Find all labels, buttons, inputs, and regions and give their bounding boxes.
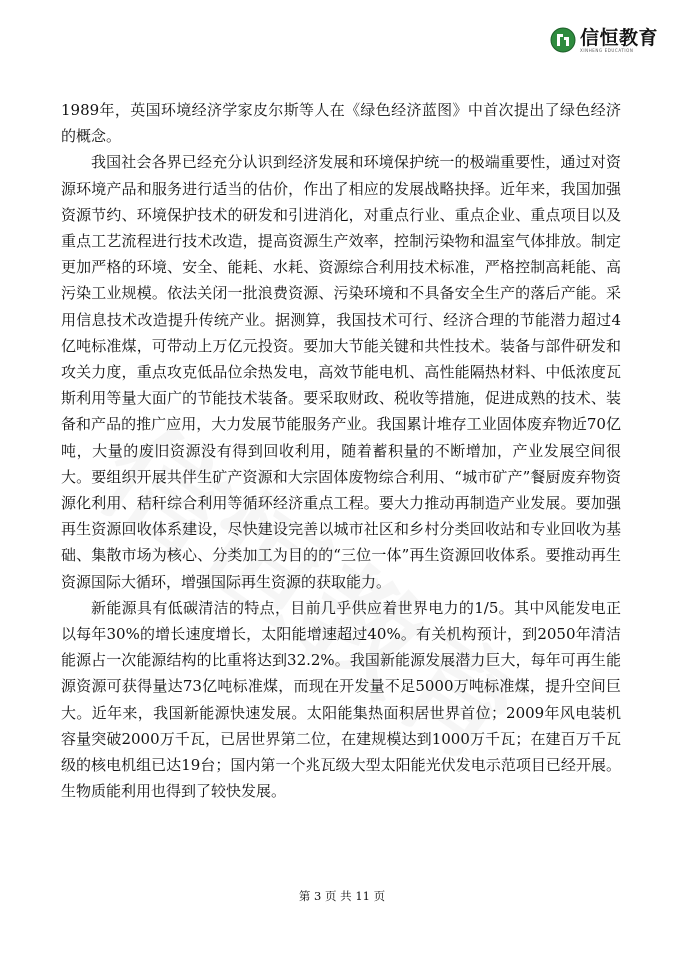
- brand-logo: [550, 27, 658, 53]
- brand-subtitle: XINHENG EDUCATION: [579, 47, 634, 53]
- brand-name: 信恒教育: [579, 26, 658, 49]
- paragraph-2: 我国社会各界已经充分认识到经济发展和环境保护统一的极端重要性，通过对资源环境产品和服务进行适当的估价，作出了相应的发展战略抉择。近年来，我国加强资源节约、环境保护技术的研发和引进消化，对重点行业、重点企业、重点项目以及重点工艺流程进行技术改造，提高资源生产效率，控制污染物和温室气体排放。制定更加严格的环境、安全、能耗、水耗、资源综合利用技术标准，严格控制高耗能、高污染工业规模。依法关闭一批浪费资源、污染环境和不具备安全生产的落后产能。采用信息技术改造提升传统产业。据测算，我国技术可行、经济合理的节能潜力超过4亿吨标准煤，可带动上万亿元投资。要加大节能关键和共性技术。装备与部件研发和攻关力度，重点攻克低品位余热发电，高效节能电机、高性能隔热材料、中低浓度瓦斯利用等量大面广的节能技术装备。要采取财政、税收等措施，促进成熟的技术、装备和产品的推广应用，大力发展节能服务产业。我国累计堆存工业固体废弃物近70亿吨，大量的废旧资源没有得到回收利用，随着蓄积量的不断增加，产业发展空间很大。要组织开展共伴生矿产资源和大宗固体废物综合利用、“城市矿产”餐厨废弃物资源化利用、秸秆综合利用等循环经济重点工程。要大力推动再制造产业发展。要加强再生资源回收体系建设，尽快建设完善以城市社区和乡村分类回收站和专业回收为基础、集散市场为核心、分类加工为目的的“三位一体”再生资源回收体系。要推动再生资源国际大循环，增强国际再生资源的获取能力。: [61, 153, 621, 591]
- paragraph-3: 新能源具有低碳清洁的特点，目前几乎供应着世界电力的1/5。其中风能发电正以每年30%的增长速度增长，太阳能增速超过40%。有关机构预计，到2050年清洁能源占一次能源结构的比重将达到32.2%。我国新能源发展潜力巨大，每年可再生能源资源可获得量达73亿吨标准煤，而现在开发量不足5000万吨标准煤，提升空间巨大。近年来，我国新能源快速发展。太阳能集热面积居世界首位；2009年风电装机容量突破2000万千瓦，已居世界第二位，在建规模达到1000万千瓦；在建百万千瓦级的核电机组已达19台；国内第一个兆瓦级大型太阳能光伏发电示范项目已经开展。生物质能利用也得到了较快发展。: [61, 598, 621, 801]
- page-number: 第 3 页 共 11 页: [298, 889, 386, 903]
- document-body: [61, 97, 621, 804]
- brand-logo-icon: [550, 27, 576, 53]
- paragraph-1: 1989年，英国环境经济学家皮尔斯等人在《绿色经济蓝图》中首次提出了绿色经济的概念。: [61, 101, 621, 146]
